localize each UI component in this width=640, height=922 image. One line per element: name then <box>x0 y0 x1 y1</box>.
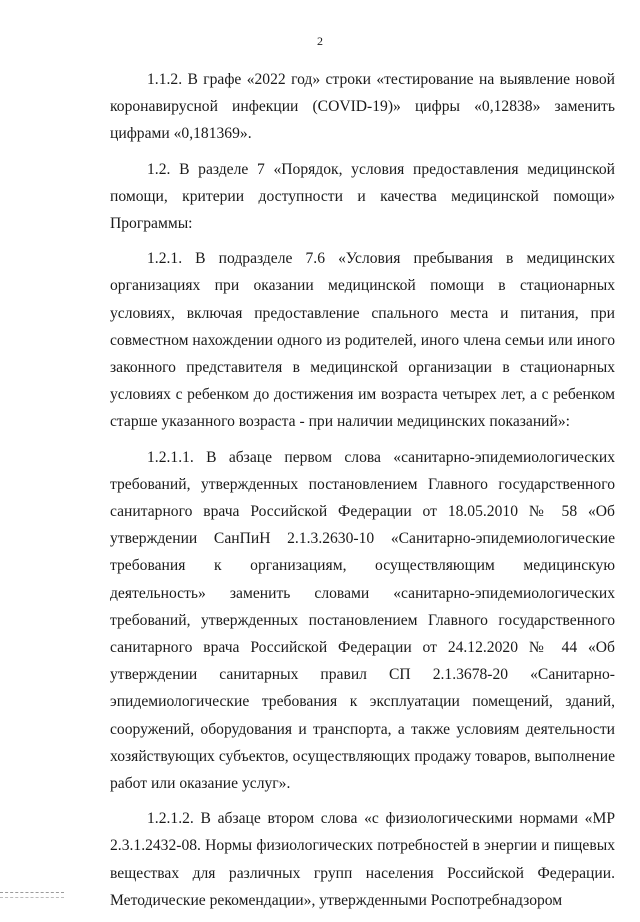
document-body <box>110 66 615 922</box>
page-number: 2 <box>317 34 323 48</box>
paragraph-1-2-1-2: 1.2.1.2. В абзаце втором слова «с физиологическими нормами «МР 2.3.1.2432-08. Нормы физиологических потребностей в энергии и пищевых веществах для различных групп населения Российской Федерации. Методические рекомендации», утвержденными Роспотребнадзором <box>110 810 615 909</box>
paragraph-1-1-2: 1.1.2. В графе «2022 год» строки «тестирование на выявление новой коронавирусной инфекции (COVID-19)» цифры «0,12838» заменить цифрами «0,181369». <box>110 71 615 143</box>
scan-edge-mark <box>0 892 64 898</box>
paragraph-1-2-1-1: 1.2.1.1. В абзаце первом слова «санитарно-эпидемиологических требований, утвержденных постановлением Главного государственного санитарного врача Российской Федерации от 18.05.2010 № 58 «Об утверждении СанПиН 2.1.3.2630-10 «Санитарно-эпидемиологические требования к организациям, осуществляющим медицинскую деятельность» заменить словами «санитарно-эпидемиологических требований, утвержденных постановлением Главного государственного санитарного врача Российской Федерации от 24.12.2020 № 44 «Об утверждении санитарных правил СП 2.1.3678-20 «Санитарно-эпидемиологические требования к эксплуатации помещений, зданий, сооружений, оборудования и транспорта, а также условиям деятельности хозяйствующих субъектов, осуществляющих продажу товаров, выполнение работ или оказание услуг». <box>110 448 615 793</box>
paragraph-1-2-1: 1.2.1. В подразделе 7.6 «Условия пребывания в медицинских организациях при оказании медицинской помощи в стационарных условиях, включая предоставление спального места и питания, при совместном нахождении одного из родителей, иного члена семьи или иного законного представителя в медицинской организации в стационарных условиях с ребенком до достижения им возраста четырех лет, а с ребенком старше указанного возраста - при наличии медицинских показаний»: <box>110 250 615 431</box>
paragraph-1-2: 1.2. В разделе 7 «Порядок, условия предоставления медицинской помощи, критерии доступности и качества медицинской помощи» Программы: <box>110 160 615 233</box>
